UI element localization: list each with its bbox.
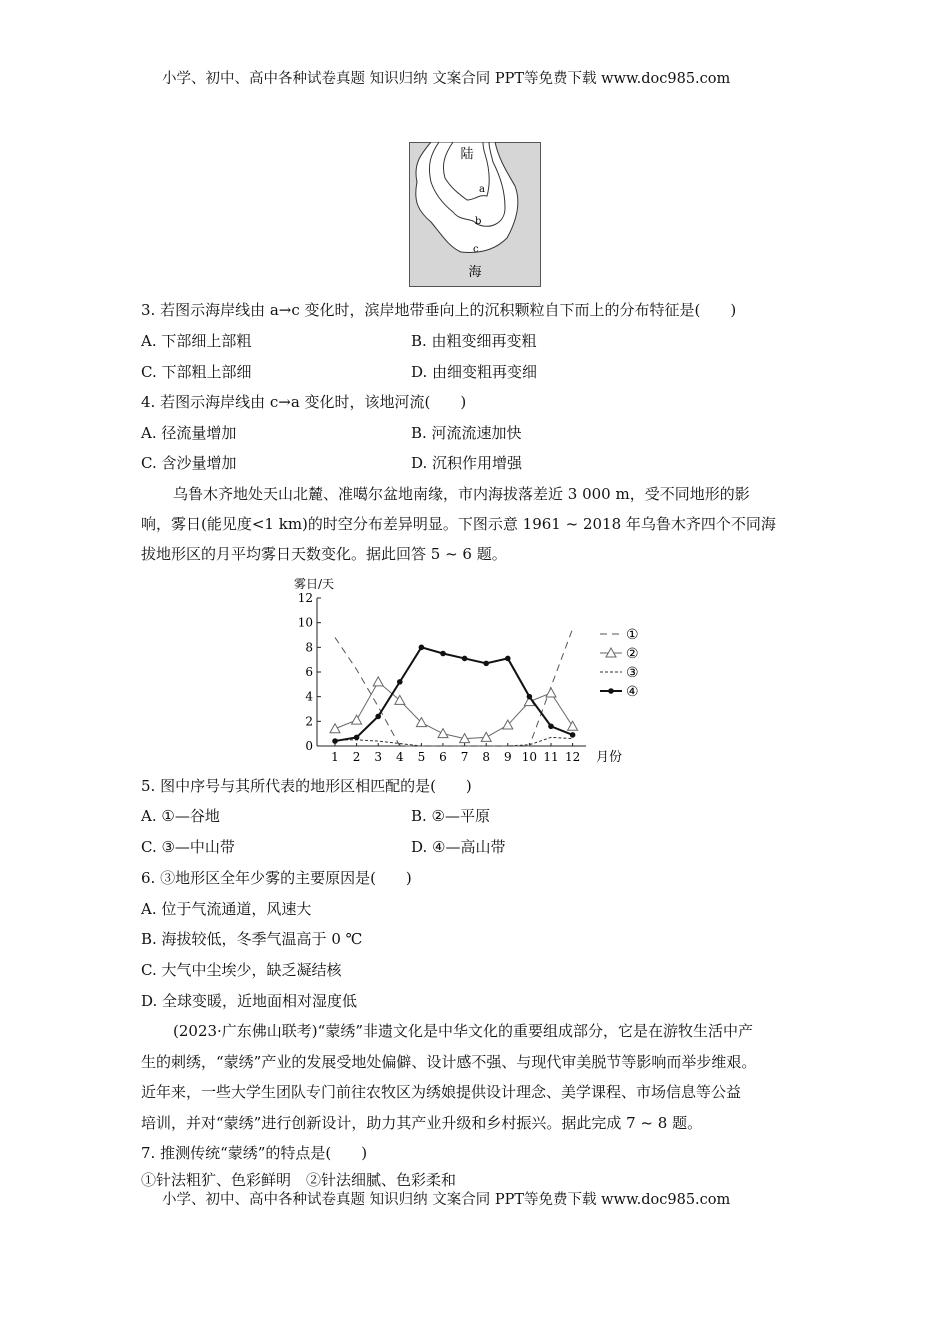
passage1-line: 乌鲁木齐地处天山北麓、准噶尔盆地南缘，市内海拔落差近 3 000 m，受不同地形的影 — [173, 485, 750, 503]
legend-label-4: ④ — [626, 684, 639, 700]
fog-days-chart — [290, 570, 660, 770]
q7-statements: ①针法粗犷、色彩鲜明 ②针法细腻、色彩柔和 — [141, 1171, 457, 1189]
data-point — [373, 677, 383, 686]
q6-option-c: C. 大气中尘埃少，缺乏凝结核 — [141, 961, 342, 979]
passage1-line: 拔地形区的月平均雾日天数变化。据此回答 5 ~ 6 题。 — [141, 545, 507, 563]
data-point — [332, 738, 338, 744]
q4-option-c: C. 含沙量增加 — [141, 454, 237, 472]
x-tick-label: 1 — [331, 750, 339, 764]
data-point — [438, 729, 448, 738]
y-tick-label: 2 — [305, 714, 313, 729]
question-6: 6. ③地形区全年少雾的主要原因是( ) — [141, 869, 412, 887]
q6-option-d: D. 全球变暖，近地面相对湿度低 — [141, 992, 358, 1010]
y-tick-label: 8 — [305, 640, 313, 655]
line-label-c: c — [473, 244, 479, 255]
data-point — [419, 645, 425, 651]
data-point — [527, 694, 533, 700]
data-point — [548, 723, 554, 729]
q3-option-b: B. 由粗变细再变粗 — [411, 332, 537, 350]
data-point — [546, 688, 556, 697]
q4-option-a: A. 径流量增加 — [141, 424, 237, 442]
data-point — [352, 715, 362, 724]
q6-option-b: B. 海拔较低，冬季气温高于 0 ℃ — [141, 930, 363, 948]
passage1-line: 响，雾日(能见度<1 km)的时空分布差异明显。下图示意 1961 ~ 2018 年乌鲁木齐四个不同海 — [141, 515, 776, 533]
q5-option-b: B. ②—平原 — [411, 807, 491, 825]
data-point — [354, 735, 360, 741]
data-point — [570, 732, 576, 738]
series-line-2 — [335, 682, 573, 739]
question-3: 3. 若图示海岸线由 a→c 变化时，滨岸地带垂向上的沉积颗粒自下而上的分布特征是( ) — [141, 301, 737, 319]
x-tick-label: 9 — [503, 750, 512, 764]
data-point — [375, 714, 381, 720]
sea-label: 海 — [468, 265, 482, 280]
passage2-line: 培训，并对“蒙绣”进行创新设计，助力其产业升级和乡村振兴。据此完成 7 ~ 8 题。 — [141, 1114, 703, 1132]
line-label-a: a — [479, 184, 485, 195]
y-tick-label: 12 — [297, 591, 313, 605]
legend-label-2: ② — [626, 646, 639, 662]
question-5: 5. 图中序号与其所代表的地形区相匹配的是( ) — [141, 777, 472, 795]
x-tick-label: 3 — [374, 750, 383, 764]
q5-option-d: D. ④—高山带 — [411, 838, 506, 856]
y-tick-label: 6 — [305, 665, 313, 679]
x-axis-title: 月份 — [596, 750, 623, 765]
series-line-4 — [335, 647, 573, 741]
x-tick-label: 2 — [352, 750, 361, 764]
data-point — [483, 661, 489, 667]
land-label: 陆 — [460, 147, 474, 162]
passage2-line: (2023·广东佛山联考)“蒙绣”非遗文化是中华文化的重要组成部分，它是在游牧生活中产 — [173, 1022, 753, 1040]
q5-option-c: C. ③—中山带 — [141, 838, 235, 856]
q3-option-a: A. 下部细上部粗 — [141, 332, 252, 350]
y-axis-title: 雾日/天 — [294, 577, 335, 591]
question-7: 7. 推测传统“蒙绣”的特点是( ) — [141, 1144, 368, 1162]
series-line-1 — [335, 629, 573, 746]
q3-option-d: D. 由细变粗再变细 — [411, 363, 538, 381]
legend-label-3: ③ — [626, 665, 639, 681]
data-point — [397, 679, 403, 685]
x-tick-label: 12 — [564, 750, 581, 764]
data-point — [330, 724, 340, 733]
data-point — [440, 651, 446, 657]
page-footer: 小学、初中、高中各种试卷真题 知识归纳 文案合同 PPT等免费下载 www.doc985.com — [162, 1192, 731, 1208]
x-tick-label: 4 — [395, 750, 404, 764]
data-point — [462, 656, 468, 662]
x-tick-label: 10 — [521, 750, 538, 764]
q4-option-d: D. 沉积作用增强 — [411, 454, 523, 472]
y-tick-label: 0 — [305, 739, 313, 753]
y-tick-label: 4 — [305, 689, 313, 704]
x-tick-label: 8 — [482, 750, 491, 764]
q4-option-b: B. 河流流速加快 — [411, 424, 522, 442]
passage2-line: 近年来，一些大学生团队专门前往农牧区为绣娘提供设计理念、美学课程、市场信息等公益 — [141, 1083, 742, 1101]
x-tick-label: 7 — [460, 750, 469, 764]
x-tick-label: 5 — [417, 750, 426, 764]
data-point — [505, 656, 511, 662]
page-header: 小学、初中、高中各种试卷真题 知识归纳 文案合同 PPT等免费下载 www.doc985.com — [162, 71, 731, 87]
data-point — [568, 721, 578, 730]
x-tick-label: 6 — [439, 750, 447, 764]
q3-option-c: C. 下部粗上部细 — [141, 363, 252, 381]
legend-marker — [608, 688, 614, 694]
q6-option-a: A. 位于气流通道，风速大 — [141, 900, 312, 918]
passage2-line: 生的刺绣，“蒙绣”产业的发展受地处偏僻、设计感不强、与现代审美脱节等影响而举步维艰。 — [141, 1053, 757, 1071]
series-line-3 — [335, 737, 573, 746]
question-4: 4. 若图示海岸线由 c→a 变化时，该地河流( ) — [141, 393, 467, 411]
x-tick-label: 11 — [543, 750, 559, 764]
legend-label-1: ① — [626, 627, 639, 643]
y-tick-label: 10 — [297, 615, 313, 630]
data-point — [481, 732, 491, 741]
line-label-b: b — [475, 216, 482, 227]
q5-option-a: A. ①—谷地 — [141, 807, 220, 825]
coastline-map — [409, 142, 541, 287]
